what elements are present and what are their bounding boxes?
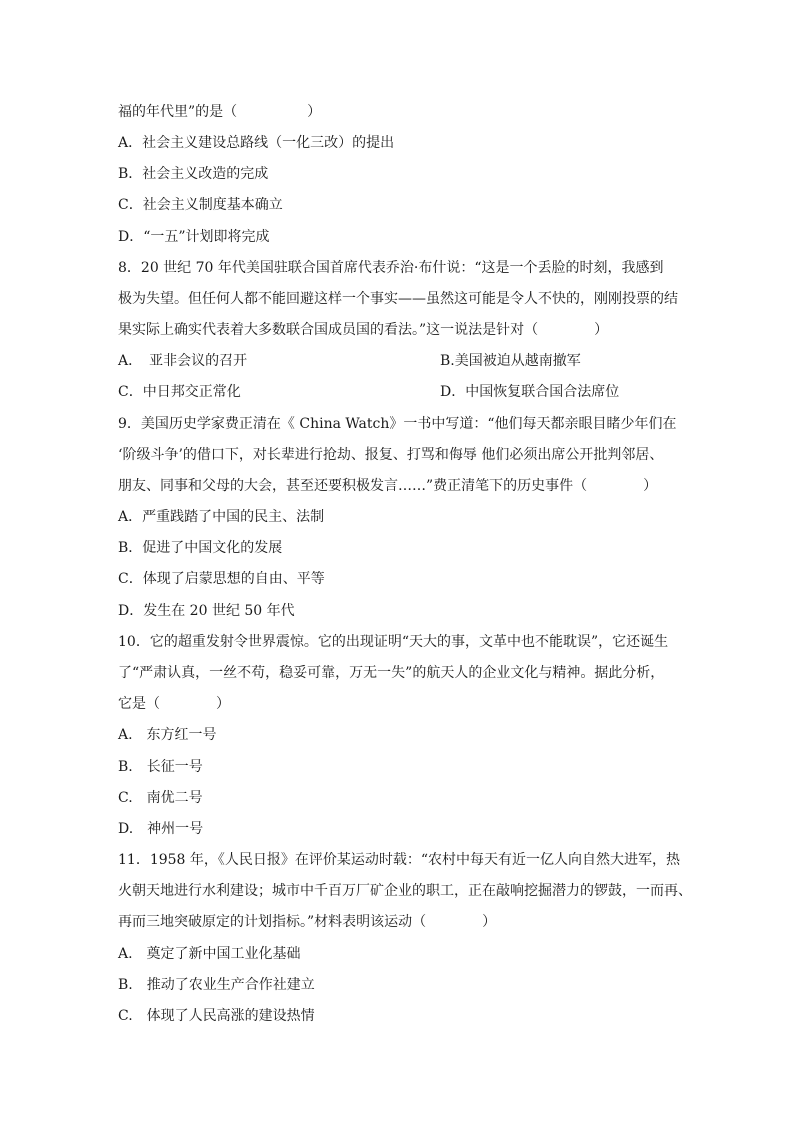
- q8-option-d: D．中国恢复联合国合法席位: [440, 384, 620, 400]
- q10-stem-line-1: 10．它的超重发射令世界震惊。它的出现证明“天大的事，文革中也不能耽误”，它还诞生: [118, 634, 669, 650]
- q10-option-d: D. 神州一号: [118, 821, 204, 837]
- q10-option-a: A. 东方红一号: [118, 727, 217, 743]
- q11-option-c: C. 体现了人民高涨的建设热情: [118, 1008, 315, 1024]
- q8-stem-line-2: 极为失望。但任何人都不能回避这样一个事实——虽然这可能是令人不快的，刚刚投票的结: [118, 291, 678, 307]
- q11-stem-line-3: 再而三地突破原定的计划指标。”材料表明该运动（ ）: [118, 914, 497, 930]
- q9-stem-line-3: 朋友、同事和父母的大会，甚至还要积极发言……”费正清笔下的历史事件（ ）: [118, 478, 658, 494]
- q8-option-c: C．中日邦交正常化: [118, 384, 241, 400]
- q8-option-a: A． 亚非会议的召开: [118, 353, 248, 369]
- q9-option-c: C．体现了启蒙思想的自由、平等: [118, 571, 325, 587]
- q9-option-a: A．严重践踏了中国的民主、法制: [118, 509, 325, 525]
- q11-stem-line-1: 11．1958 年，《人民日报》在评价某运动时载：“农村中每天有近一亿人向自然大进军，热: [118, 852, 681, 868]
- q8-option-b: B.美国被迫从越南撤军: [440, 353, 581, 369]
- q8-stem-line-3: 果实际上确实代表着大多数联合国成员国的看法。”这一说法是针对（ ）: [118, 322, 609, 338]
- q8-options-row-2: [118, 382, 678, 402]
- q11-option-b: B. 推动了农业生产合作社建立: [118, 977, 315, 993]
- q7-stem-tail: 福的年代里”的是（ ）: [118, 104, 322, 120]
- q10-option-b: B. 长征一号: [118, 759, 203, 775]
- q9-option-b: B．促进了中国文化的发展: [118, 540, 283, 556]
- q11-stem-line-2: 火朝天地进行水利建设；城市中千百万厂矿企业的职工，正在敲响挖掘潜力的锣鼓，一而再、: [118, 883, 692, 899]
- q10-option-c: C. 南优二号: [118, 790, 203, 806]
- q7-option-d: D．“一五”计划即将完成: [118, 229, 270, 245]
- q7-option-b: B．社会主义改造的完成: [118, 166, 269, 182]
- q8-options-row-1: [118, 351, 678, 371]
- q10-stem-line-2: 了“严肃认真，一丝不苟，稳妥可靠，万无一失”的航天人的企业文化与精神。据此分析，: [118, 665, 665, 681]
- q9-option-d: D．发生在 20 世纪 50 年代: [118, 603, 295, 619]
- q8-stem-line-1: 8．20 世纪 70 年代美国驻联合国首席代表乔治·布什说：“这是一个丢脸的时刻，我感到: [118, 260, 664, 276]
- q11-option-a: A. 奠定了新中国工业化基础: [118, 946, 301, 962]
- q10-stem-line-3: 它是（ ）: [118, 696, 230, 712]
- q9-stem-line-1: 9．美国历史学家费正清在《 China Watch》一书中写道：“他们每天都亲眼目睹少年们在: [118, 416, 677, 432]
- q9-stem-line-2: ‘阶级斗争’的借口下，对长辈进行抢劫、报复、打骂和侮辱 他们必须出席公开批判邻居、: [118, 447, 664, 463]
- q7-option-c: C．社会主义制度基本确立: [118, 197, 283, 213]
- q7-option-a: A．社会主义建设总路线（一化三改）的提出: [118, 135, 395, 151]
